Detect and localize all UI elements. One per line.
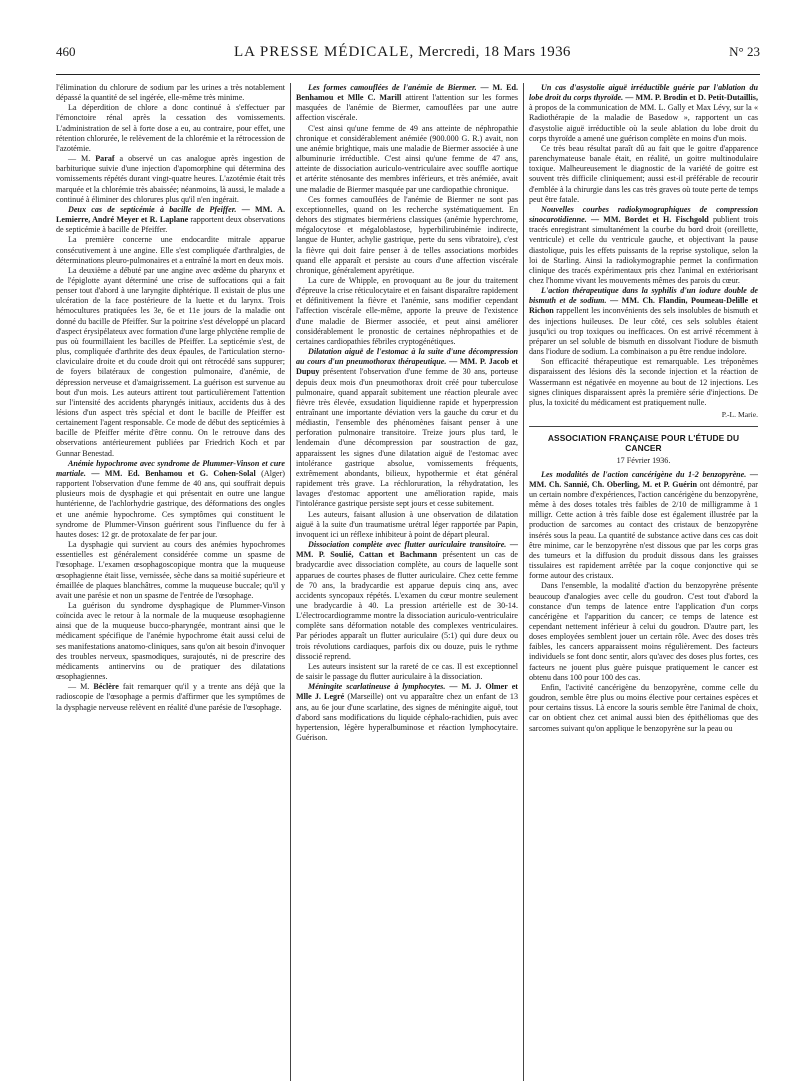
meeting-date: 17 Février 1936. — [616, 456, 671, 466]
section-divider — [529, 426, 758, 427]
article-section — [529, 470, 758, 582]
article-section — [296, 540, 518, 662]
article-title: Dilatation aiguë de l'estomac à la suite d'une décompression au cours d'un pneumothorax thérapeutique. — [296, 347, 518, 367]
issue-date: Mercredi, 18 Mars 1936 — [418, 44, 571, 60]
page-number: 460 — [56, 44, 76, 59]
text-columns — [56, 83, 760, 1083]
article-authors: — MM. Ed. Benhamou et G. Cohen-Solal — [85, 468, 256, 478]
article-section — [296, 347, 518, 510]
journal-title — [234, 44, 571, 61]
article-text: rapportent deux observations de septicémie à bacille de Pfeiffer. — [56, 215, 285, 235]
article-title: L'action thérapeutique dans la syphilis d'un iodure double de bismuth et de sodium. — [529, 286, 758, 306]
article-title: Deux cas de septicémie à bacille de Pfeiffer. — [68, 204, 237, 214]
article-title: Méningite scarlatineuse à lymphocytes. — [308, 682, 446, 692]
article-authors: — MM. A. Lemierre, André Meyer et R. Laplane — [56, 204, 285, 225]
paragraph: La première concerne une endocardite mitrale apparue consécutivement à une angine. Elle s'est compliquée d'arthralgies, de déterminations pleuro-pulmonaires et a entraîné la mort en deux mois. — [56, 235, 285, 265]
column-1 — [56, 83, 290, 1081]
paragraph-text: a observé un cas analogue après ingestion de barbiturique suivie d'une injection d'apomorphine qui détermina des vomissements répétés durant vingt-quatre heures. L'azotémie était très marquée et la chlorémie très abaissée; néanmoins, là aussi, le malade a continué à éliminer des chlorures plus qu'il n'en ingérait. — [56, 154, 286, 204]
author-name: Béclère — [93, 682, 119, 692]
article-authors: — MM. Bordet et H. Fischgold — [586, 215, 709, 225]
paragraph: La deuxième a débuté par une angine avec œdème du pharynx et de l'épiglotte ayant déterminé une crise de suffocations qui a fait penser tout d'abord à une laryngite diphtérique. Il existait de plus une ulcération de la face postérieure de la luette et du larynx. Trois hémocultures pratiquées les 3e, 6e et 11e jours de la maladie ont donné du bacille de Pfeiffer. Sur la poitrine s'est développé un placard d'aspect érysipélateux avec formation d'une large phlyctène remplie de pus où fourmillaient les bacilles de Pfeiffer. La septicémie s'est, de plus, compliquée d'arthrite des deux épaules, de l'articulation sterno-claviculaire droite et du coude droit qui ont rétrocédé sans suppurer; de foyers bilatéraux de congestion pulmonaire, d'anémie, de dépression nerveuse et d'amaigrissement. La guérison est survenue au bout d'un mois. Les auteurs attirent tout particulièrement l'attention sur l'intensité des accidents pharyngés initiaux, accidents dus à des lésions d'un aspect très spécial et dont le bacille de Pfeiffer est certainement l'agent responsable. Ce mode de début des septicémies à bacille de Pfeiffer mérite d'être connu. On le retrouve dans des observations antérieurement publiées par Friedrich Koch et par Gunnar Benestad. — [56, 265, 285, 458]
signature: P.-L. Marie. — [721, 410, 758, 419]
article-text: présentent l'observation d'une femme de 30 ans, porteuse depuis deux mois d'un pneumothorax droit créé pour tuberculose pulmonaire, quand apparaît subitement une réaction pleurale avec fièvre très élevée, exsudation liquidienne rapide et hyperpression entraînant une importante déviation vers la gauche du cœur et du médiastin, l'ensemble des phénomènes faisant penser à une perforation pulmonaire transitoire. Treize jours plus tard, le lendemain d'une décompression par soustraction de gaz, apparaissent les signes d'une dilatation aiguë de l'estomac avec intolérance gastrique absolue, vomissements fréquents, extrêmement abondants, bilieux, hypothermie et état général rapidement très grave. La réchloruration, la réhydratation, les lavages d'estomac apportent une amélioration rapide, mais l'intolérance gastrique persiste sept jours et cesse subitement. — [296, 367, 518, 509]
article-section — [296, 83, 518, 124]
article-title: Nouvelles courbes radiokymographiques de compression sinocarotidienne. — [529, 204, 758, 225]
article-title: Anémie hypochrome avec syndrome de Plummer-Vinson et cure martiale. — [56, 458, 285, 478]
author-name: Paraf — [95, 154, 115, 164]
column-3 — [524, 83, 758, 1081]
article-section — [56, 459, 285, 540]
article-section — [56, 205, 285, 235]
paragraph: Ces formes camouflées de l'anémie de Biermer ne sont pas exceptionnelles, quand on les recherche systématiquement. En dehors des stigmates biermériens classiques (anémie hyperchrome, mégalocytose et mégaloblastose, hyperbilirubinémie indirecte, langue de Hunter, achylie gastrique, perte du sens vibratoire), c'est la fièvre qui doit faire penser à de telles associations morbides quand elle apparaît et persiste au cours d'une affection viscérale chronique, généralement apyrétique. — [296, 194, 518, 275]
article-authors: — M. J. Olmer et Mlle J. Legré — [296, 682, 519, 702]
dash: — M. — [68, 154, 96, 164]
article-text: à propos de la communication de MM. L. Gally et Max Lévy, sur la « Radiothérapie de la maladie de Basedow », rapportent un cas d'asystolie aiguë irréductible où la seule ablation du lobe droit du corps thyroïde a amené une guérison complète en moins d'un mois. — [529, 103, 758, 143]
paragraph: La guérison du syndrome dysphagique de Plummer-Vinson coïncida avec le retour à la normale de la muqueuse œsophagienne ainsi que de la muqueuse bucco-pharyngée, montrant ainsi que le médicament spécifique de l'anémie hypochrome était aussi celui de ses manifestations anatomo-cliniques, sans qu'on ait besoin d'invoquer des troubles nerveux, spasmodiques, surajoutés, ni de prescrire des médicaments antinervins ou de pratiquer des dilatations œsophagiennes. — [56, 600, 285, 682]
paragraph: C'est ainsi qu'une femme de 49 ans atteinte de néphropathie chronique et considérablement anémiée (900.000 G. R.) avait, non une anémie brightique, mais une maladie de Biermer associée à une albuminurie irréductible. C'est ainsi qu'une femme de 47 ans, atteinte de dissociation auriculo-ventriculaire avec souffle aortique et artérite sténosante des membres inférieurs, et très anémiée, avait une maladie de Biermer masquée par une cardiopathie chronique. — [296, 123, 518, 194]
article-title: Dissociation complète avec flutter auriculaire transitoire. — [308, 540, 507, 550]
article-text: publient trois tracés enregistrant simultanément la courbe du bord droit (oreillette, ventricule) et celle du ventricule gauche, et objectivant la pause diastolique, puis les effets puissants de la reprise systolique, selon la loi de Starling. Ainsi la radiokymographie permet la confirmation clinique des tracés expérimentaux pris chez l'animal en extériorisant chez l'homme vivant les mouvements mêmes des parois du cœur. — [529, 215, 758, 285]
paragraph: Enfin, l'activité cancérigène du benzopyrène, comme celle du goudron, semble être plus ou moins élective pour certaines espèces et pour certains tissus. Là encore la souris semble être l'animal de choix, car on obtient chez cet animal aussi bien des épithéliomas que des sarcomes suivant qu'on applique le benzopyrène sur la peau ou — [529, 682, 758, 733]
paragraph: Dans l'ensemble, la modalité d'action du benzopyrène présente beaucoup d'analogies avec celle du goudron. C'est tout d'abord la constance d'un temps de latence entre l'application d'un corps cancérigène et l'apparition du cancer; ce temps de latence est cependant nettement inférieur à celui du goudron. D'autre part, les doses employées semblent jouer un certain rôle. Avec des doses très faibles, les cancers apparaissent moins régulièrement. Des facteurs individuels se font donc sentir, alors qu'avec des doses plus fortes, ces facteurs ne jouent plus guère puisque pratiquement le cancer est obtenu dans 100 pour 100 des cas. — [529, 581, 758, 682]
publication-name: LA PRESSE MÉDICALE, — [233, 44, 415, 60]
paragraph: La dysphagie qui survient au cours des anémies hypochromes essentielles est généralement considérée comme un spasme de l'œsophage. L'examen œsophagoscopique montra que la muqueuse œsophagienne était lisse, vernissée, sèche dans sa moitié supérieure et émaillée de plaques blanchâtres, comme la muqueuse buccale; qu'il y avait une parésie et non un spasme de l'entrée de l'œsophage. — [56, 540, 285, 600]
article-text: ont démontré, par un certain nombre d'expériences, l'action cancérigène du benzopyrène, même à des doses totales très faibles de 2/10 de milligramme à 1 milligr. Cette action à très faible dose est également illustrée par la production de sarcomes au contact des cristaux de benzopyrène insérés sous la peau. La quantité de substance active dans ces cas doit être minime, car le benzopyrène n'est dissous que par les corps gras des tumeurs et la diffusion du produit dissous dans les graisses tissulaires est rapidement arrêtée par la coque conjonctive qui se forme autour des cristaux. — [529, 479, 758, 581]
paragraph: La déperdition de chlore a donc continué à s'effectuer par l'émonctoire rénal après la cessation des vomissements. L'administration de sel à forte dose a eu, au contraire, pour effet, une rétention chlorurée, le relèvement de la chlorémie et la rétrocession de l'azotémie. — [56, 103, 285, 153]
issue-number: N° 23 — [729, 44, 760, 59]
article-text: attirent l'attention sur les formes masquées de l'anémie de Biermer, camouflées par une autre affection viscérale. — [296, 93, 518, 123]
article-title: Un cas d'asystolie aiguë irréductible guérie par l'ablation du lobe droit du corps thyroïde. — [529, 83, 758, 103]
article-text: (Alger) rapportent l'observation d'une femme de 40 ans, qui souffrait depuis plusieurs mois de dysphagie et qui présentait en outre une langue huntérienne, de l'achlorhydrie gastrique, des déformations des ongles et une anémie hypochrome. Ces symptômes qui constituent le syndrome de Plummer-Vinson guérirent sous l'influence du fer à hautes doses: 12 gr. de protoxalate de fer par jour. — [56, 468, 286, 539]
running-header — [56, 44, 760, 75]
article-text: (Marseille) ont vu apparaître chez un enfant de 13 ans, au 6e jour d'une scarlatine, des signes de méningite aiguë, tout d'abord sans modifications du liquide céphalo-rachidien, puis avec hypertension, légère hyperalbuminose et réaction lymphocytaire. Guérison. — [296, 692, 519, 742]
dash: — M. — [68, 682, 94, 692]
paragraph-text: fait remarquer qu'il y a trente ans déjà que la radioscopie de l'œsophage a permis d'affirmer que les symptômes de la dysphagie nerveuse relèvent en réalité d'une parésie de l'œsophage. — [56, 682, 285, 712]
article-title: Les modalités de l'action cancérigène du 1-2 benzopyrène. — [541, 469, 747, 479]
article-title: Les formes camouflées de l'anémie de Biermer. — [308, 83, 477, 92]
article-authors: — MM. Ch. Sannié, Ch. Oberling, M. et P. Guérin — [529, 469, 758, 489]
article-text: rappellent les inconvénients des sels insolubles de bismuth et des injections huileuses. De leur côté, ces sels solubles étaient jusqu'ici ou trop toxiques ou inefficaces. On est arrivé récemment à préparer un sel soluble de bismuth en dissolvant l'iodure de bismuth dans l'iodure de sodium. La combinaison a pu être rendue indolore. — [529, 306, 758, 357]
article-section — [529, 286, 758, 357]
paragraph: l'élimination du chlorure de sodium par les urines a très notablement dépassé la quantité de sel ingérée, elle-même très minime. — [56, 83, 285, 103]
article-authors: — MM. P. Jacob et Dupuy — [296, 357, 518, 377]
paragraph: Ce très beau résultat paraît dû au fait que le goitre d'apparence parenchymateuse banale était, en réalité, un goitre multinodulaire toxique. Malheureusement le diagnostic de la variété de goitre est souvent très difficile cliniquement; aussi est-il préférable de recourir d'emblée à la chirurgie dans les cas très graves où toute perte de temps peut être fatale. — [529, 143, 758, 204]
paragraph — [56, 682, 285, 712]
article-authors: — MM. Ch. Flandin, Poumeau-Delille et Richon — [529, 296, 758, 316]
column-2 — [290, 83, 524, 1081]
paragraph — [56, 154, 285, 205]
paragraph: La cure de Whipple, en provoquant au 8e jour du traitement d'épreuve la crise réticulocytaire et en faisant disparaître rapidement et définitivement la fièvre et l'anémie, sans modifier cependant l'affection viscérale elle-même, apporte la preuve de l'existence d'une maladie de Biermer associée, et peut ainsi améliorer considérablement le pronostic de certaines néphropathies et de certaines cardiopathies fébriles cryptogénétiques. — [296, 275, 518, 346]
paragraph: Son efficacité thérapeutique est remarquable. Les tréponèmes disparaissent des lésions dès la seconde injection et la réaction de Wassermann est négativée en moyenne au bout de 12 injections. Les signes cliniques disparaissent après la première série d'injections. De plus, la toxicité du médicament est pratiquement nulle. — [529, 357, 758, 407]
paragraph: Les auteurs, faisant allusion à une observation de dilatation aiguë à la suite d'un traumatisme urétral léger rapportée par Papin, invoquent ici un réflexe inhibiteur à point de départ pleural. — [296, 509, 518, 539]
article-text: présentent un cas de bradycardie avec dissociation complète, au cours de laquelle sont apparues de courtes phases de flutter auriculaire. Chez cette femme de 70 ans, la bradycardie est apparue depuis cinq ans, avec accidents syncopaux répétés. L'examen du cœur montre seulement une bradycardie à 40. La pression artérielle est de 30-14. L'électrocardiogramme montre la dissociation auriculo-ventriculaire complète sans déformation notable des complexes ventriculaires. Par périodes apparaît un flutter auriculaire (5:1) qui dure deux ou trois révolutions cardiaques, parfois dix ou douze, puis le rythme dissocié reprend. — [296, 550, 519, 661]
article-section — [296, 682, 518, 743]
society-heading: ASSOCIATION FRANÇAISE POUR L'ÉTUDE DU CANCER — [547, 433, 740, 454]
article-authors: — MM. P. Soulié, Cattan et Bachmann — [296, 540, 518, 560]
paragraph: Les auteurs insistent sur la rareté de ce cas. Il est exceptionnel de saisir le passage du flutter auriculaire à la dissociation. — [296, 661, 518, 682]
article-section — [529, 205, 758, 286]
article-authors: — MM. P. Brodin et D. Petit-Dutaillis, — [623, 93, 758, 103]
article-authors: — M. Ed. Benhamou et Mlle C. Marill — [296, 83, 518, 103]
article-section — [529, 83, 758, 144]
